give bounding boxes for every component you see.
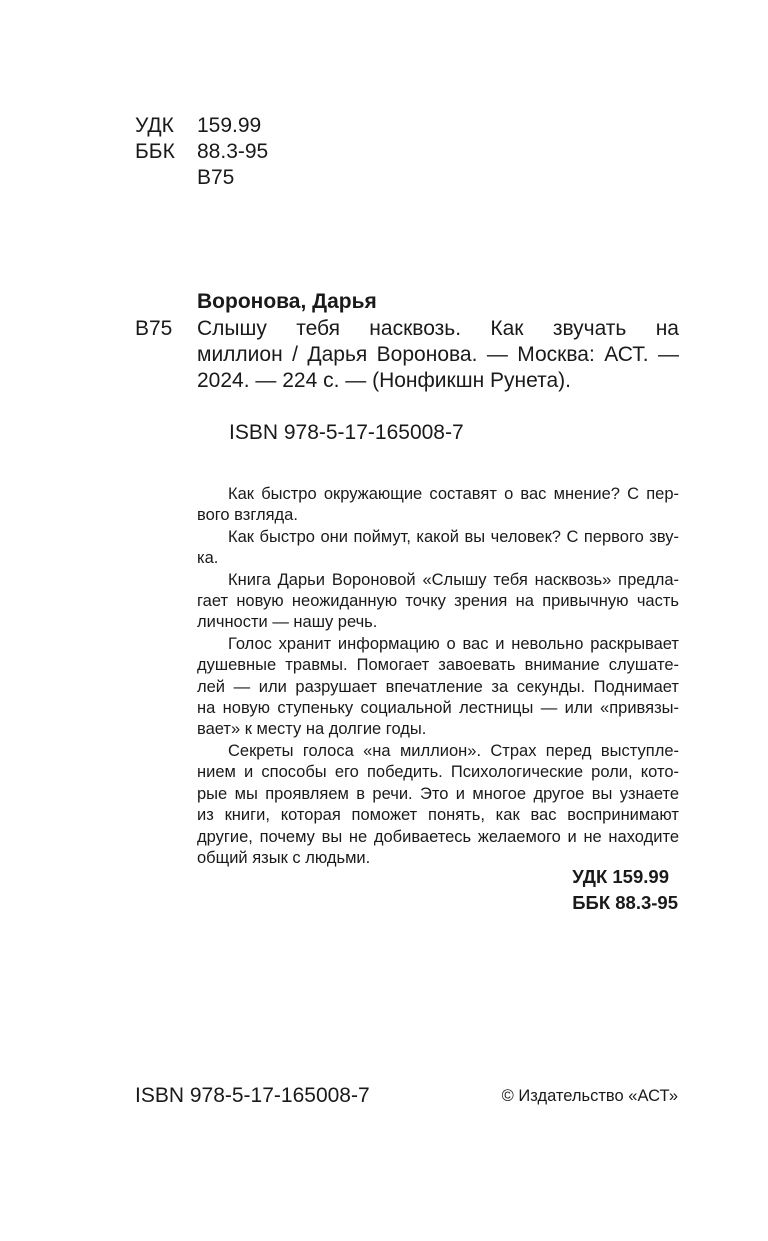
annotation-line: вого взгляда.	[197, 506, 298, 525]
classification-codes-summary	[572, 864, 678, 916]
annotation-line: Голос хранит информацию о вас и невольно раскрывает	[228, 634, 679, 653]
isbn-record: ISBN 978-5-17-165008-7	[229, 421, 464, 444]
annotation-line: гает новую неожиданную точку зрения на привычную часть	[197, 592, 679, 611]
bbk-row	[135, 139, 268, 165]
annotation-line: Как быстро окружающие составят о вас мнение? С пер-	[228, 485, 679, 503]
annotation-line: Секреты голоса «на миллион». Страх перед выступле-	[228, 741, 679, 760]
author-heading: Воронова, Дарья	[197, 290, 377, 313]
annotation-line: нием и способы его победить. Психологические роли, кото-	[197, 763, 679, 782]
bbk-value: 88.3-95	[197, 140, 269, 163]
annotation-line: ка.	[197, 549, 219, 568]
bibliographic-description	[197, 316, 679, 394]
footer-isbn: ISBN 978-5-17-165008-7	[135, 1084, 370, 1107]
annotation-line: личности — нашу речь.	[197, 613, 378, 632]
classification-block	[135, 113, 268, 191]
udk-row	[135, 113, 268, 139]
publisher-copyright: © Издательство «АСТ»	[501, 1087, 678, 1105]
annotation-line: рые мы проявляем в речи. Это и многое другое вы узнаете	[197, 784, 679, 803]
annotation-line: Как быстро они поймут, какой вы человек? С первого зву-	[228, 527, 679, 546]
annotation-line: другие, почему вы не добиваетесь желаемого и не находите	[197, 827, 679, 846]
annotation-line: лей — или разрушает впечатление за секунды. Поднимает	[197, 677, 679, 696]
bib-line: Слышу тебя насквозь. Как звучать на	[197, 317, 679, 340]
annotation-line: Книга Дарьи Вороновой «Слышу тебя насквозь» предла-	[228, 570, 679, 589]
udk-code: УДК 159.99	[572, 866, 669, 887]
bbk-code: ББК 88.3-95	[572, 892, 678, 913]
annotation-line: на новую ступеньку социальной лестницы — или «привязы-	[197, 699, 679, 718]
author-mark: В75	[197, 166, 235, 189]
udk-label: УДК	[135, 114, 174, 137]
bib-author-mark: В75	[135, 317, 173, 340]
annotation-line: общий язык с людьми.	[197, 848, 371, 867]
author-mark-row	[135, 165, 268, 191]
udk-value: 159.99	[197, 114, 262, 137]
bib-line: миллион / Дарья Воронова. — Москва: АСТ. —	[197, 343, 679, 366]
bbk-label: ББК	[135, 140, 175, 163]
annotation	[197, 484, 679, 869]
annotation-line: вает» к месту на долгие годы.	[197, 720, 427, 739]
annotation-line: из книги, которая поможет понять, как вас воспринимают	[197, 806, 679, 825]
annotation-line: душевные травмы. Помогает завоевать внимание слушате-	[197, 656, 679, 675]
bib-line: 2024. — 224 с. — (Нонфикшн Рунета).	[197, 369, 571, 392]
